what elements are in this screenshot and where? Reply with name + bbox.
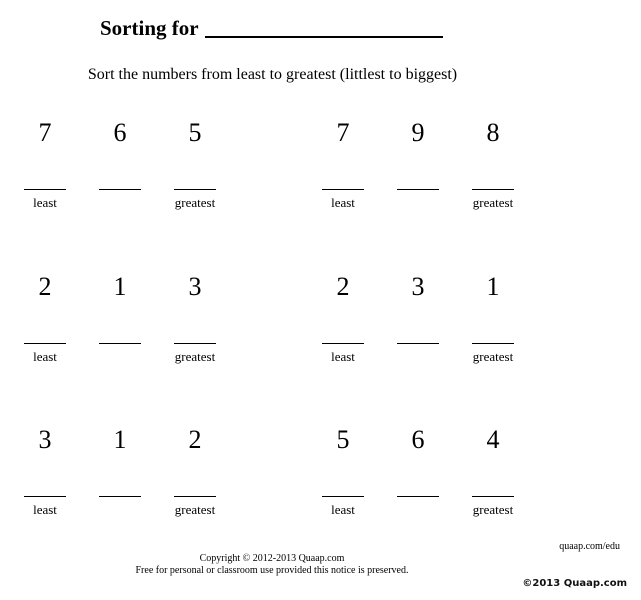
number: 2: [336, 272, 350, 301]
answer-blank: [174, 496, 216, 497]
greatest-label: greatest: [174, 349, 216, 364]
number: 4: [486, 425, 500, 454]
answer-blank: [472, 189, 514, 190]
least-label: least: [331, 349, 355, 364]
answer-blank: [24, 189, 66, 190]
copyright-text: Copyright © 2012-2013 Quaap.com: [199, 553, 345, 564]
number: 3: [188, 272, 202, 301]
answer-blank: [397, 496, 439, 497]
number: 7: [336, 118, 350, 147]
number: 5: [336, 425, 350, 454]
answer-blank: [322, 189, 364, 190]
site-url: quaap.com/edu: [559, 541, 620, 552]
answer-blank: [397, 343, 439, 344]
number: 1: [113, 425, 127, 454]
least-label: least: [33, 195, 57, 210]
least-label: least: [331, 195, 355, 210]
number: 2: [188, 425, 202, 454]
number: 1: [113, 272, 127, 301]
answer-blank: [322, 496, 364, 497]
answer-blank: [397, 189, 439, 190]
answer-blank: [174, 189, 216, 190]
number: 5: [188, 118, 202, 147]
answer-blank: [24, 496, 66, 497]
greatest-label: greatest: [174, 195, 216, 210]
number: 1: [486, 272, 500, 301]
number: 6: [113, 118, 127, 147]
answer-blank: [472, 343, 514, 344]
greatest-label: greatest: [472, 349, 514, 364]
answer-blank: [24, 343, 66, 344]
worksheet-title: [100, 14, 443, 41]
answer-blank: [99, 343, 141, 344]
name-blank-line: [205, 14, 443, 38]
usage-notice: Free for personal or classroom use provided this notice is preserved.: [135, 565, 409, 576]
number: 3: [38, 425, 52, 454]
title-text: Sorting for: [100, 16, 199, 40]
answer-blank: [174, 343, 216, 344]
number: 2: [38, 272, 52, 301]
answer-blank: [322, 343, 364, 344]
number: 8: [486, 118, 500, 147]
least-label: least: [33, 502, 57, 517]
answer-blank: [99, 496, 141, 497]
number: 6: [411, 425, 425, 454]
greatest-label: greatest: [472, 502, 514, 517]
answer-blank: [472, 496, 514, 497]
answer-blank: [99, 189, 141, 190]
least-label: least: [33, 349, 57, 364]
number: 9: [411, 118, 425, 147]
number: 7: [38, 118, 52, 147]
watermark: ©2013 Quaap.com: [522, 578, 627, 589]
footer: [95, 553, 449, 577]
instructions: Sort the numbers from least to greatest (littlest to biggest): [87, 66, 458, 83]
greatest-label: greatest: [174, 502, 216, 517]
number: 3: [411, 272, 425, 301]
least-label: least: [331, 502, 355, 517]
greatest-label: greatest: [472, 195, 514, 210]
